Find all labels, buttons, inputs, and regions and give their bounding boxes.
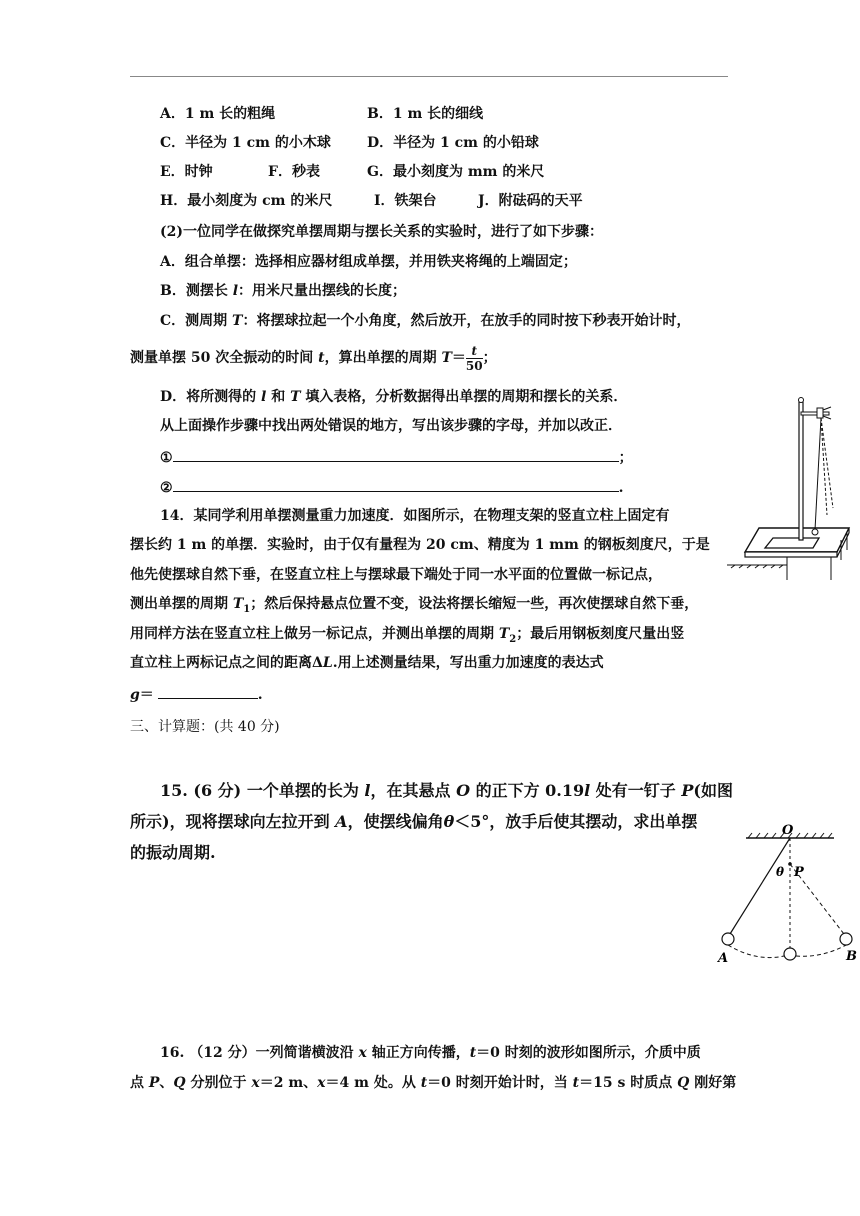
var-x: x [358,1045,367,1061]
q14-line4 [130,594,698,620]
var-O: O [456,781,470,800]
option-a: A．1 m 长的粗绳 [160,106,276,122]
q16-line1 [160,1043,701,1063]
label-P: P [794,865,804,880]
var-x1: x [251,1075,260,1091]
q13-options-row3 [160,162,544,182]
var-t: t [318,350,325,366]
q16-mid: 分别位于 [185,1075,252,1091]
option-d: D．半径为 1 cm 的小铅球 [367,135,539,151]
label-O: O [782,823,794,838]
step-d-prefix: D．将所测得的 [160,389,262,405]
q16-line2-end: 刚好第 [689,1075,737,1091]
q15-line2-mid: ，使摆线偏角 [347,812,444,831]
option-e: E．时钟 [160,164,213,180]
q15-line1-mid3: 处有一钉子 [590,781,682,800]
var-T2-sub: T [498,626,510,642]
subscript-2: 2 [509,633,517,645]
var-T3: T [290,389,301,405]
q14-equals: ＝ [139,687,154,703]
option-b: B．1 m 长的细线 [367,106,484,122]
var-t-q16: t [469,1045,477,1061]
q16-line1-mid: 轴正方向传播， [366,1045,470,1061]
q14-line5-prefix: 用同样方法在竖直立柱上做另一标记点，并测出单摆的周期 [130,626,499,642]
fraction-numerator: t [466,344,483,359]
q13-part2-intro: (2)一位同学在做探究单摆周期与摆长关系的实验时，进行了如下步骤： [160,224,603,240]
q13-step-b [160,281,406,301]
q14-line6 [130,653,604,673]
label-A: A [718,951,729,966]
q15-line2 [130,812,697,832]
q15-line1 [160,781,733,801]
option-c: C．半径为 1 cm 的小木球 [160,135,331,151]
var-Q: Q [173,1075,186,1091]
var-T1: T [232,596,244,612]
var-l-q15: l [364,781,371,800]
answer-label-1: ① [160,450,173,466]
step-b-suffix: ：用米尺量出摆线的长度； [238,283,407,299]
option-g: G．最小刻度为 mm 的米尺 [367,164,545,180]
header-rule [130,76,728,77]
answer-end-1: ； [618,450,633,466]
q16-mid3: ＝4 m 处。从 [325,1075,421,1091]
step-c2-mid: ，算出单摆的周期 [324,350,442,366]
q16-line2 [130,1073,736,1093]
q14-line4-prefix: 测出单摆的周期 [130,596,233,612]
option-j: J．附砝码的天平 [478,193,583,209]
var-L: L [322,655,333,671]
q13-options-row4 [160,191,583,211]
pendulum-stand-figure [727,390,855,580]
q14-line3: 他先使摆球自然下垂，在竖直立柱上与摆球最下端处于同一水平面的位置做一标记点， [130,567,662,583]
answer-end-2: . [618,480,624,496]
label-B: B [846,949,857,964]
q14-line4-suffix: ；然后保持悬点位置不变，设法将摆长缩短一些，再次使摆球自然下垂， [250,596,699,612]
var-l: l [232,283,239,299]
q16-line2-prefix: 点 [130,1075,149,1091]
q14-line2: 摆长约 1 m 的单摆．实验时，由于仅有量程为 20 cm、精度为 1 mm 的钢板刻度尺，于是 [130,537,710,553]
period-fraction [466,344,483,373]
var-l-q15b: l [584,781,591,800]
var-P: P [681,781,694,800]
label-theta: θ [776,865,785,879]
step-d-suffix: 填入表格，分析数据得出单摆的周期和摆长的关系． [300,389,628,405]
q16-line1-end: ＝0 时刻的波形如图所示，介质中质 [476,1045,701,1061]
section-3-heading: 三、计算题：(共 40 分) [130,719,280,735]
q16-line1-prefix: 16. （12 分）一列简谐横波沿 [160,1045,359,1061]
step-c-prefix: C．测周期 [160,313,233,329]
var-l2: l [261,389,267,405]
q15-line1-prefix: 15. (6 分) 一个单摆的长为 [160,781,365,800]
var-t2: t [572,1075,580,1091]
q13-step-c-cont [130,343,497,373]
q15-line1-mid2: 的正下方 0.19 [470,781,585,800]
option-f: F．秒表 [268,164,320,180]
g-answer-blank[interactable] [158,684,258,699]
answer-label-2: ② [160,480,173,496]
step-c2-end: ； [482,350,497,366]
q14-line1: 14．某同学利用单摆测量重力加速度．如图所示，在物理支架的竖直立柱上固定有 [160,508,670,524]
q13-options-row2 [160,133,539,153]
q14-line5 [130,624,684,650]
q15-line1-end: (如图 [693,781,733,800]
q14-line6-prefix: 直立柱上两标记点之间的距离Δ [130,655,323,671]
answer-line-1 [160,447,633,468]
q13-options-row1 [160,104,483,124]
q16-mid5: ＝15 s 时质点 [579,1075,678,1091]
answer-line-2 [160,477,623,498]
q16-mid2: ＝2 m、 [259,1075,318,1091]
step-c-suffix: ：将摆球拉起一个小角度，然后放开，在放手的同时按下秒表开始计时， [242,313,691,329]
q14-line5-suffix: ；最后用钢板刻度尺量出竖 [516,626,685,642]
var-theta: θ [443,812,455,831]
answer-blank-1[interactable] [173,447,619,462]
q16-sep: 、 [159,1075,174,1091]
var-Q2: Q [677,1075,690,1091]
q13-step-c [160,311,690,331]
q13-step-a: A．组合单摆：选择相应器材组成单摆，并用铁夹将绳的上端固定； [160,254,577,270]
q14-end: . [257,687,263,703]
step-c2-prefix: 测量单摆 50 次全振动的时间 [130,350,319,366]
var-T2: T [441,350,452,366]
q15-line3: 的振动周期. [130,843,216,862]
answer-blank-2[interactable] [173,477,619,492]
subscript-1: 1 [243,603,251,615]
var-g: g [130,687,140,703]
q15-line2-prefix: 所示)，现将摆球向左拉开到 [130,812,336,831]
q14-line6-suffix: .用上述测量结果，写出重力加速度的表达式 [332,655,604,671]
option-h: H．最小刻度为 cm 的米尺 [160,193,333,209]
pendulum-nail-figure [716,822,860,972]
step-b-prefix: B．测摆长 [160,283,233,299]
var-x2: x [317,1075,326,1091]
option-i: I．铁架台 [374,193,437,209]
q13-instruction: 从上面操作步骤中找出两处错误的地方，写出该步骤的字母，并加以改正． [160,418,622,434]
var-T: T [232,313,243,329]
var-t1: t [420,1075,428,1091]
q14-line7 [130,684,263,705]
q16-mid4: ＝0 时刻开始计时，当 [427,1075,573,1091]
fraction-denominator: 50 [465,358,483,373]
step-d-and: 和 [266,389,291,405]
equals-sign: ＝ [451,350,466,366]
q15-line1-mid: ，在其悬点 [370,781,457,800]
q13-step-d [160,387,627,407]
var-P-q16: P [148,1075,160,1091]
var-A: A [335,812,348,831]
q15-line2-end: ＜5°，放手后使其摆动，求出单摆 [454,812,698,831]
